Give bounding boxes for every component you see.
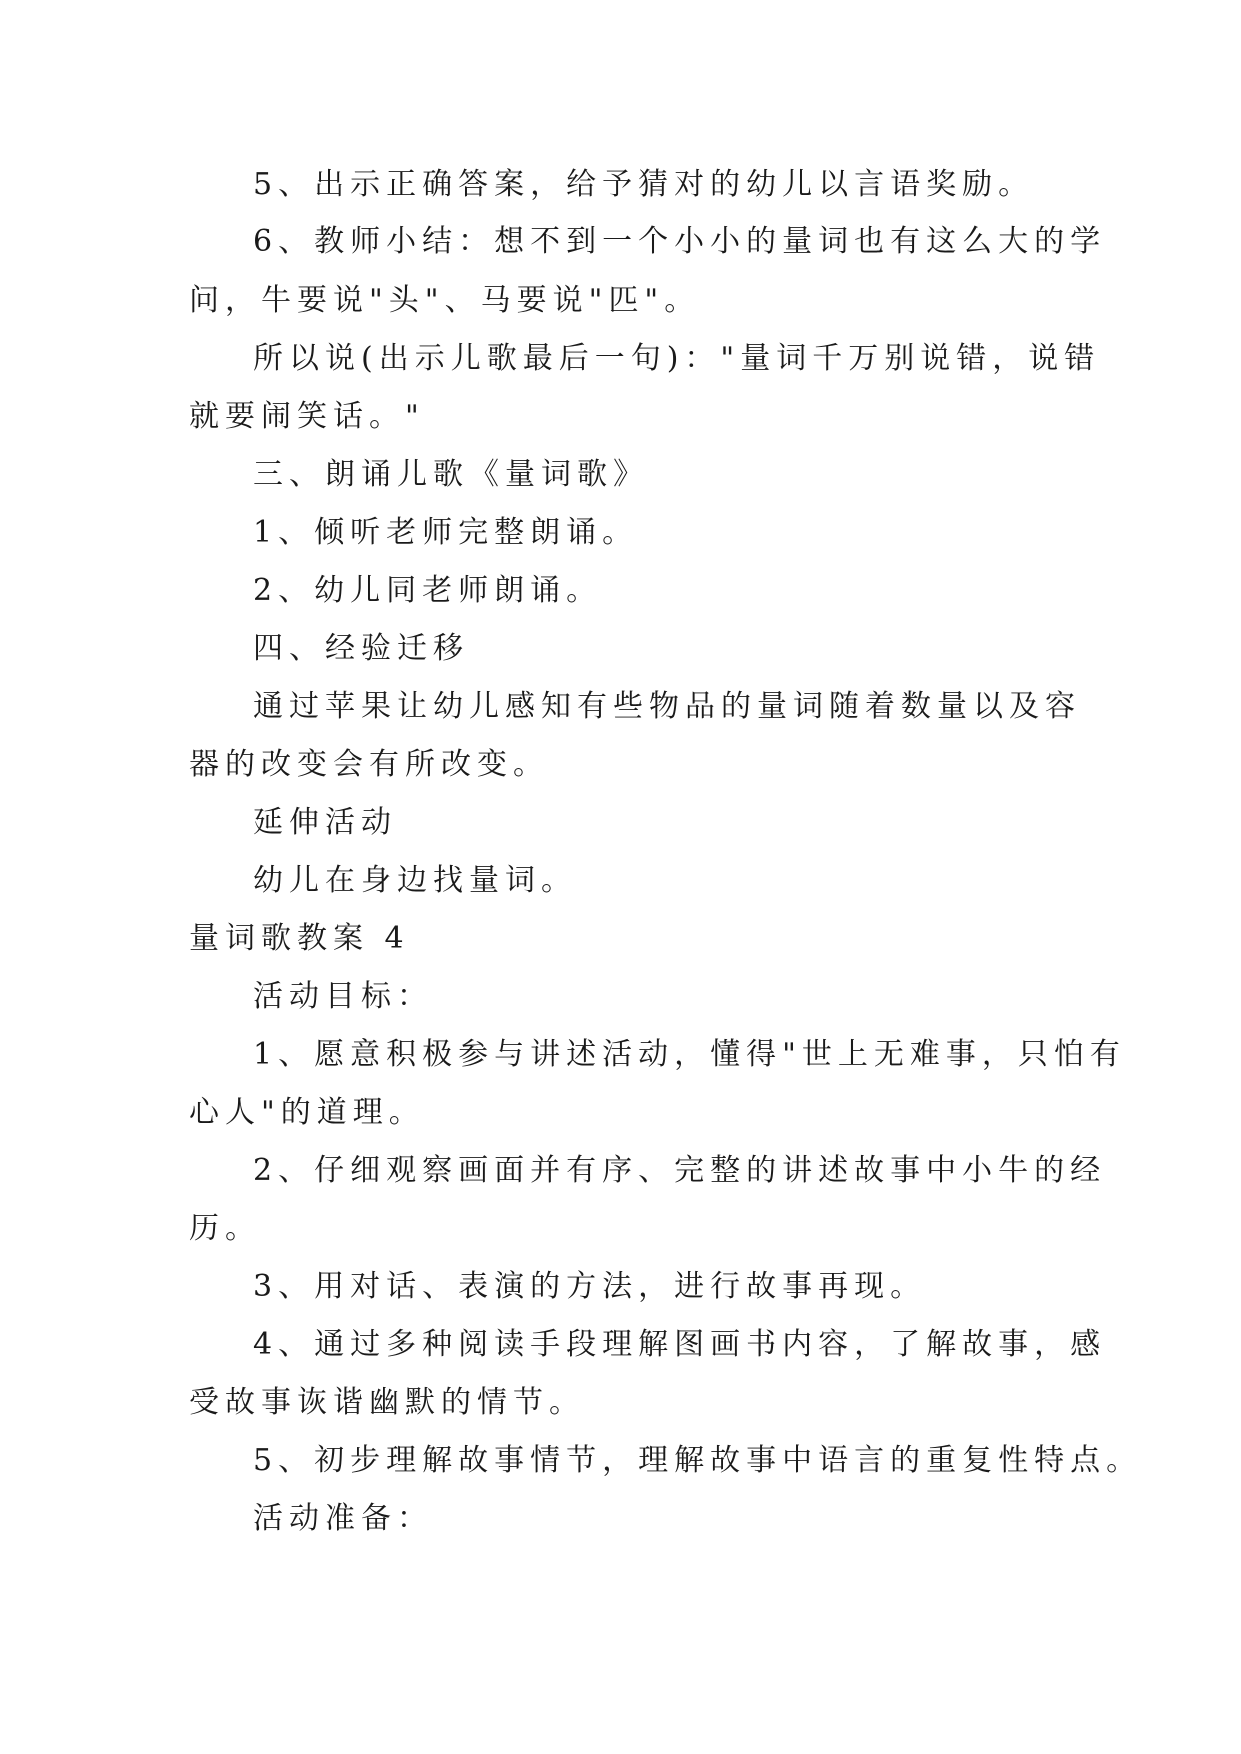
paragraph-line: 1、倾听老师完整朗诵。 [253,515,639,550]
paragraph-line: 所以说(出示儿歌最后一句)："量词千万别说错，说错 [253,341,1101,376]
paragraph-line: 幼儿在身边找量词。 [253,863,577,898]
paragraph-line: 2、幼儿同老师朗诵。 [253,573,603,608]
paragraph-line: 问，牛要说"头"、马要说"匹"。 [189,283,701,318]
paragraph-line: 就要闹笑话。" [189,399,425,434]
document-title: 量词歌教案 4 [189,921,410,956]
section-heading: 四、经验迁移 [253,631,469,666]
section-heading: 延伸活动 [253,805,397,840]
paragraph-line: 通过苹果让幼儿感知有些物品的量词随着数量以及容 [253,689,1081,724]
paragraph-line: 4、通过多种阅读手段理解图画书内容，了解故事，感 [253,1327,1107,1362]
paragraph-line: 5、初步理解故事情节，理解故事中语言的重复性特点。 [253,1443,1143,1478]
paragraph-line: 受故事诙谐幽默的情节。 [189,1385,585,1420]
section-heading: 活动准备： [253,1501,433,1536]
paragraph-line: 5、出示正确答案，给予猜对的幼儿以言语奖励。 [253,167,1035,202]
paragraph-line: 心人"的道理。 [189,1095,425,1130]
paragraph-line: 历。 [189,1211,261,1246]
paragraph-line: 1、愿意积极参与讲述活动，懂得"世上无难事，只怕有 [253,1037,1126,1072]
paragraph-line: 器的改变会有所改变。 [189,747,549,782]
section-heading: 活动目标： [253,979,433,1014]
paragraph-line: 6、教师小结：想不到一个小小的量词也有这么大的学 [253,224,1107,259]
paragraph-line: 3、用对话、表演的方法，进行故事再现。 [253,1269,927,1304]
paragraph-line: 2、仔细观察画面并有序、完整的讲述故事中小牛的经 [253,1153,1107,1188]
section-heading: 三、朗诵儿歌《量词歌》 [253,457,649,492]
